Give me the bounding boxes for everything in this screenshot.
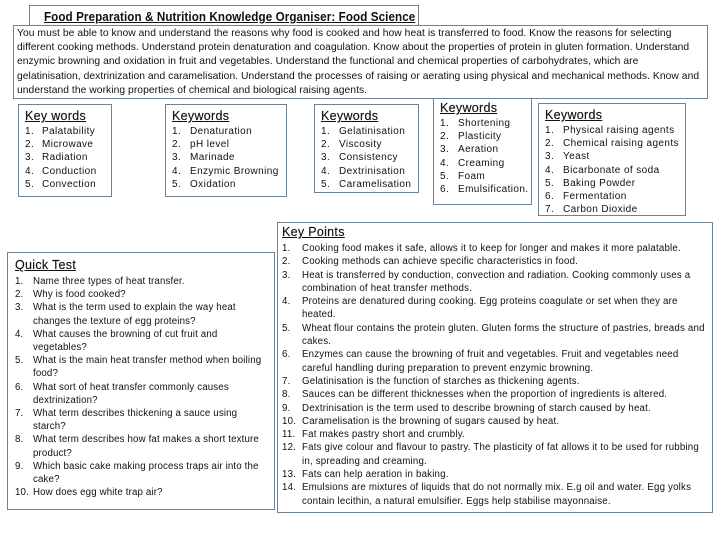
keyword-item [25, 165, 105, 178]
item-text: Microwave [42, 139, 94, 151]
item-text: Sauces can be different thicknesses when the proportion of ingredients is altered. [302, 389, 668, 401]
item-number: 2. [25, 139, 35, 151]
item-text: What term describes thickening a sauce using starch? [33, 408, 238, 433]
item-text: Conduction [42, 165, 97, 177]
keyword-item [172, 165, 280, 178]
item-text: Emulsions are mixtures of liquids that do not normally mix. E.g oil and water. Egg yolks contain lecithin, a natural emulsifier. Eggs help stabilise mayonnaise. [302, 482, 692, 507]
item-text: Baking Powder [563, 177, 636, 189]
keywords-heading: Keywords [440, 101, 498, 115]
item-text: Caramelisation is the browning of sugars caused by heat. [302, 415, 560, 427]
item-text: Caramelisation [339, 178, 412, 190]
item-number: 3. [25, 152, 35, 164]
key-points-list [282, 242, 705, 508]
keywords-box-proteins [165, 104, 287, 197]
keyword-item [172, 125, 280, 138]
item-number: 5. [15, 355, 24, 367]
item-text: Fats give colour and flavour to pastry. The plasticity of fat allows it to be used for rubbing in, spreading and creaming. [302, 442, 699, 467]
item-number: 5. [282, 322, 291, 334]
key-points-box [277, 222, 713, 513]
keyword-item [440, 117, 525, 130]
item-text: Shortening [458, 118, 511, 129]
item-text: How does egg white trap air? [33, 487, 163, 499]
item-text: Palatability [42, 126, 96, 137]
item-text: Dextrinisation is the term used to describe browning of starch caused by heat. [302, 402, 651, 414]
key-point-item [282, 402, 705, 415]
item-number: 6. [282, 349, 291, 361]
item-text: Aeration [458, 144, 499, 156]
item-text: Emulsification. [458, 184, 529, 196]
item-text: Name three types of heat transfer. [33, 276, 185, 287]
keywords-heading: Keywords [321, 109, 379, 123]
item-text: Fermentation [563, 191, 627, 203]
item-number: 3. [440, 144, 450, 156]
question-item [15, 328, 267, 354]
item-text: What sort of heat transfer commonly causes dextrinization? [33, 381, 229, 406]
item-text: Proteins are denatured during cooking. Egg proteins coagulate or set when they are heated. [302, 296, 678, 321]
item-number: 4. [15, 328, 24, 340]
keywords-box-carbohydrates [314, 104, 419, 193]
item-number: 2. [440, 131, 450, 143]
item-text: Fats can help aeration in baking. [302, 469, 449, 481]
item-number: 1. [440, 118, 450, 129]
question-item [15, 407, 267, 433]
item-text: What is the main heat transfer method when boiling food? [33, 355, 262, 380]
keyword-item [545, 203, 679, 216]
item-text: Dextrinisation [339, 165, 406, 177]
question-item [15, 354, 267, 380]
item-text: Foam [458, 170, 486, 182]
keyword-item [321, 125, 412, 138]
item-number: 9. [15, 460, 24, 472]
keyword-item [172, 151, 280, 164]
item-number: 1. [545, 125, 555, 136]
item-text: Heat is transferred by conduction, convection and radiation. Cooking commonly uses a combination of heat transfer methods. [302, 269, 691, 294]
item-number: 1. [321, 126, 331, 137]
item-text: Chemical raising agents [563, 138, 679, 150]
keyword-item [545, 177, 679, 190]
question-item [15, 275, 267, 288]
item-number: 5. [545, 177, 555, 189]
item-text: Physical raising agents [563, 125, 675, 136]
keyword-item [545, 150, 679, 163]
quick-test-heading: Quick Test [15, 258, 77, 272]
item-text: Viscosity [339, 139, 382, 151]
item-number: 4. [282, 296, 291, 308]
item-text: Cooking methods can achieve specific characteristics in food. [302, 256, 579, 268]
keywords-list [545, 124, 679, 216]
item-text: Gelatinisation is the function of starches as thickening agents. [302, 375, 580, 387]
item-number: 5. [172, 178, 182, 190]
intro-box [13, 25, 708, 99]
page-title: Food Preparation & Nutrition Knowledge Organiser: Food Science [43, 10, 416, 24]
keywords-box-heat-transfer [18, 104, 112, 197]
keywords-list [440, 117, 529, 196]
item-number: 3. [172, 152, 182, 164]
item-number: 8. [282, 389, 291, 401]
keyword-item [321, 165, 412, 178]
keyword-item [440, 130, 525, 143]
quick-test-box [7, 252, 275, 510]
quick-test-list [15, 275, 267, 499]
item-text: Creaming [458, 157, 505, 169]
question-item [15, 288, 267, 301]
item-number: 10. [15, 487, 29, 499]
keywords-list [321, 125, 412, 191]
item-number: 2. [172, 139, 182, 151]
item-number: 5. [321, 178, 331, 190]
item-text: What causes the browning of cut fruit and vegetables? [33, 328, 218, 354]
item-number: 5. [25, 178, 35, 190]
keyword-item [321, 138, 412, 151]
keyword-item [172, 138, 280, 151]
item-text: Convection [42, 178, 97, 190]
keyword-item [440, 157, 525, 170]
keyword-item [321, 178, 412, 191]
item-text: Gelatinisation [339, 126, 406, 137]
keyword-item [25, 178, 105, 191]
item-number: 7. [15, 408, 24, 420]
keyword-item [172, 178, 280, 191]
keyword-item [440, 183, 529, 196]
key-point-item [282, 348, 705, 375]
item-text: Consistency [339, 152, 398, 164]
item-number: 4. [440, 157, 450, 169]
item-text: Wheat flour contains the protein gluten. Gluten forms the structure of pastries, breads and cakes. [302, 322, 705, 348]
item-number: 1. [15, 276, 24, 287]
item-number: 9. [282, 402, 291, 414]
key-point-item [282, 375, 705, 388]
item-number: 6. [545, 191, 555, 203]
key-point-item [282, 242, 705, 255]
item-number: 4. [25, 165, 35, 177]
item-text: Carbon Dioxide [563, 204, 638, 216]
keywords-list [172, 125, 280, 191]
item-text: Why is food cooked? [33, 289, 126, 301]
item-number: 1. [172, 126, 182, 137]
item-number: 7. [545, 204, 555, 216]
item-text: Fat makes pastry short and crumbly. [302, 429, 465, 441]
item-number: 2. [15, 289, 24, 301]
item-number: 6. [15, 381, 24, 393]
keyword-item [25, 125, 105, 138]
question-item [15, 486, 267, 499]
item-number: 2. [545, 138, 555, 150]
question-item [15, 433, 267, 459]
item-number: 13. [282, 469, 297, 481]
item-text: Radiation [42, 152, 88, 164]
item-number: 2. [321, 139, 331, 151]
key-point-item [282, 468, 705, 481]
question-item [15, 460, 267, 486]
item-number: 1. [25, 126, 35, 137]
intro-text: You must be able to know and understand the reasons why food is cooked and how heat is transferred to food. Know the reasons for selecting different cooking methods. Understand protein denaturation and coagulation. Know about the properties of protein in gluten formation. Understand enzymic browning and oxidation in fruit and vegetables. Understand the functional and chemical properties of carbohydrates, which are gelatinisation, dextrinization and caramelisation. Understand the processes of raising or aerating using physical and mechanical methods. Know and understand the working properties of chemical and biological raising agents. [17, 28, 700, 96]
item-text: pH level [190, 139, 230, 151]
item-number: 3. [545, 151, 555, 163]
keyword-item [25, 138, 105, 151]
item-text: What is the term used to explain the way heat changes the texture of egg proteins? [33, 302, 236, 327]
item-number: 2. [282, 256, 291, 268]
item-number: 10. [282, 415, 297, 427]
item-number: 12. [282, 442, 297, 454]
item-number: 4. [321, 165, 331, 177]
keyword-item [545, 137, 679, 150]
keyword-item [545, 124, 679, 137]
item-text: Oxidation [190, 178, 236, 190]
item-number: 5. [440, 170, 450, 182]
key-point-item [282, 295, 705, 322]
question-item [15, 301, 267, 327]
item-number: 1. [282, 243, 291, 254]
key-point-item [282, 441, 705, 468]
key-point-item [282, 269, 705, 296]
keywords-box-raising-agents [538, 103, 686, 216]
item-number: 3. [282, 269, 291, 281]
item-text: Enzymes can cause the browning of fruit and vegetables. Fruit and vegetables need careful handling during preparation to prevent enzymic browning. [302, 349, 679, 374]
item-text: Marinade [190, 152, 235, 164]
item-number: 11. [282, 429, 296, 441]
key-point-item [282, 255, 705, 268]
key-point-item [282, 481, 705, 508]
item-text: Bicarbonate of soda [563, 164, 660, 176]
keywords-list [25, 125, 105, 191]
key-point-item [282, 428, 705, 441]
item-text: Which basic cake making process traps air into the cake? [33, 460, 259, 486]
key-point-item [282, 322, 705, 349]
item-text: What term describes how fat makes a short texture product? [33, 434, 259, 459]
keyword-item [440, 170, 525, 183]
keyword-item [321, 151, 412, 164]
item-number: 14. [282, 482, 297, 494]
keyword-item [545, 190, 679, 203]
item-number: 6. [440, 184, 450, 196]
item-text: Denaturation [190, 126, 253, 137]
keyword-item [440, 143, 525, 156]
keywords-heading: Keywords [172, 109, 230, 123]
key-point-item [282, 388, 705, 401]
keywords-box-fats [433, 98, 532, 205]
keyword-item [545, 164, 679, 177]
key-points-heading: Key Points [282, 225, 345, 239]
item-number: 4. [172, 165, 182, 177]
item-text: Yeast [563, 151, 590, 163]
item-number: 3. [321, 152, 331, 164]
item-number: 7. [282, 375, 291, 387]
question-item [15, 381, 267, 407]
keywords-heading: Key words [25, 109, 87, 123]
item-number: 3. [15, 302, 24, 314]
item-text: Plasticity [458, 131, 502, 143]
key-point-item [282, 415, 705, 428]
item-number: 4. [545, 164, 555, 176]
item-text: Enzymic Browning [190, 165, 279, 177]
keyword-item [25, 151, 105, 164]
item-number: 8. [15, 434, 24, 446]
item-text: Cooking food makes it safe, allows it to keep for longer and makes it more palatable. [302, 243, 681, 254]
keywords-heading: Keywords [545, 108, 603, 122]
